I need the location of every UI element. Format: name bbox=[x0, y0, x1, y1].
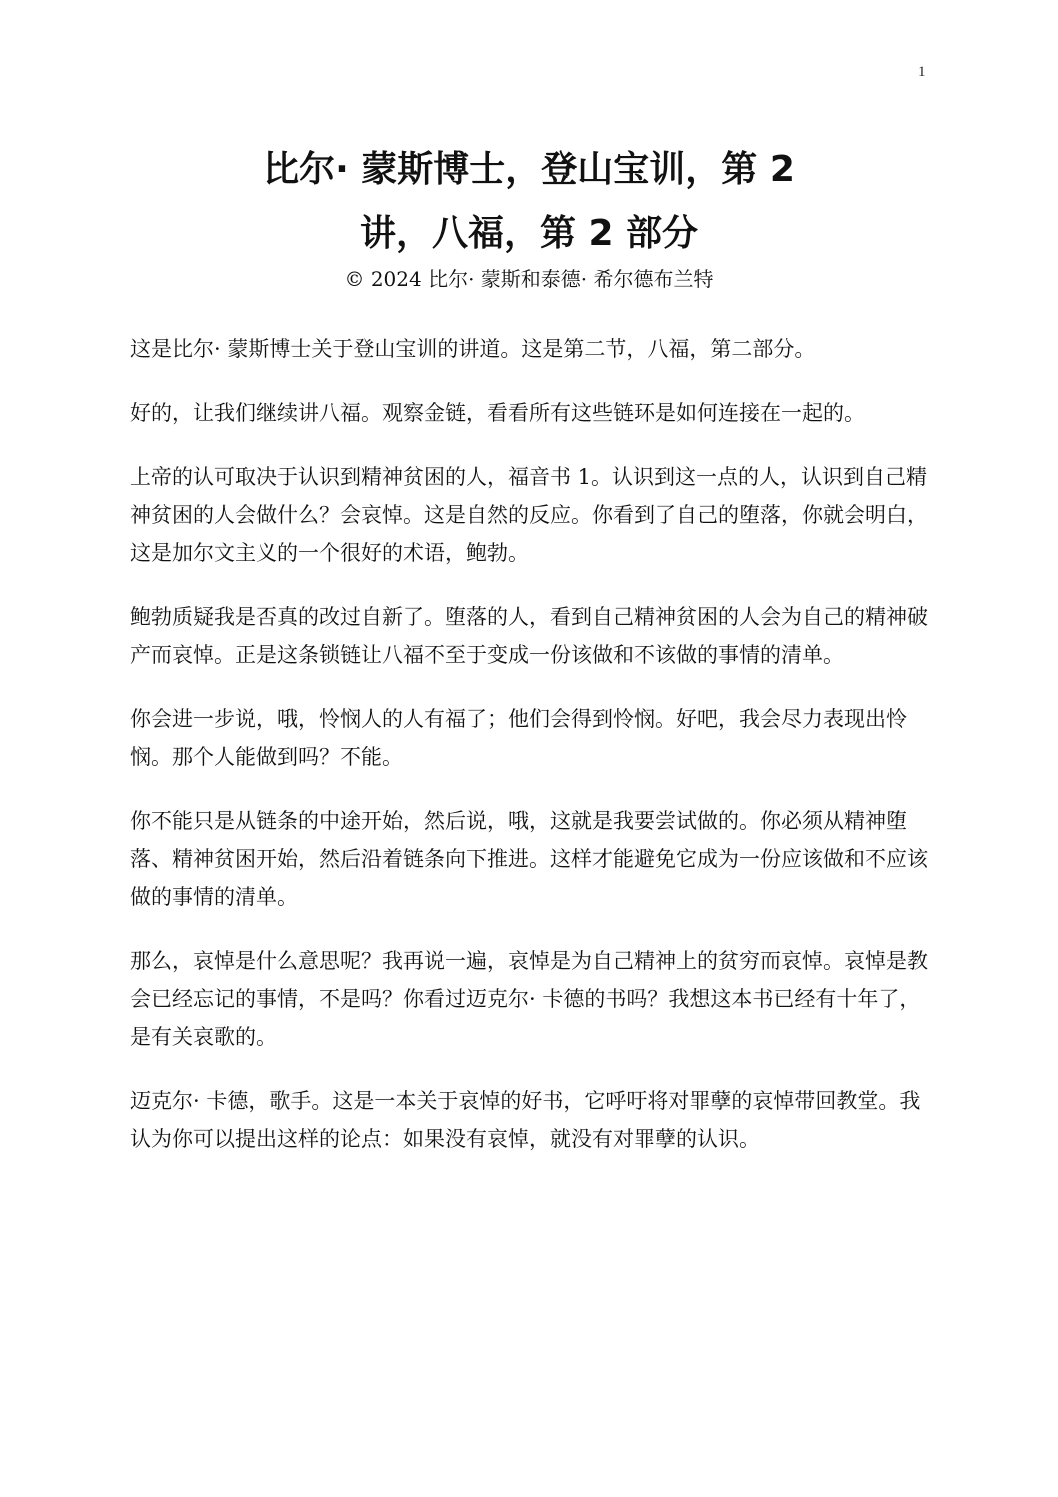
paragraph-3: 上帝的认可取决于认识到精神贫困的人，福音书 1。认识到这一点的人，认识到自己精神贫困的人会做什么？会哀悼。这是自然的反应。你看到了自己的堕落，你就会明白，这是加尔文主义的一个很好的术语，鲍勃。 bbox=[130, 465, 928, 565]
paragraph-5: 你会进一步说，哦，怜悯人的人有福了；他们会得到怜悯。好吧，我会尽力表现出怜悯。那个人能做到吗？不能。 bbox=[130, 707, 907, 769]
paragraph-4: 鲍勃质疑我是否真的改过自新了。堕落的人，看到自己精神贫困的人会为自己的精神破产而哀悼。正是这条锁链让八福不至于变成一份该做和不该做的事情的清单。 bbox=[130, 605, 928, 667]
paragraph-6: 你不能只是从链条的中途开始，然后说，哦，这就是我要尝试做的。你必须从精神堕落、精神贫困开始，然后沿着链条向下推进。这样才能避免它成为一份应该做和不应该做的事情的清单。 bbox=[130, 809, 928, 909]
title-line-1: 比尔· 蒙斯博士，登山宝训，第 2 bbox=[263, 149, 795, 190]
document-body bbox=[130, 330, 930, 1184]
paragraph-1: 这是比尔· 蒙斯博士关于登山宝训的讲道。这是第二节，八福，第二部分。 bbox=[130, 337, 816, 361]
title-line-2: 讲，八福，第 2 部分 bbox=[359, 213, 699, 254]
page-number: 1 bbox=[918, 64, 926, 80]
paragraph-8: 迈克尔· 卡德，歌手。这是一本关于哀悼的好书，它呼吁将对罪孽的哀悼带回教堂。我认为你可以提出这样的论点：如果没有哀悼，就没有对罪孽的认识。 bbox=[130, 1089, 921, 1151]
page-title bbox=[130, 138, 928, 266]
copyright-notice: © 2024 比尔· 蒙斯和泰德· 希尔德布兰特 bbox=[344, 267, 714, 291]
paragraph-2: 好的，让我们继续讲八福。观察金链，看看所有这些链环是如何连接在一起的。 bbox=[130, 401, 865, 425]
paragraph-7: 那么，哀悼是什么意思呢？我再说一遍，哀悼是为自己精神上的贫穷而哀悼。哀悼是教会已经忘记的事情，不是吗？你看过迈克尔· 卡德的书吗？我想这本书已经有十年了，是有关哀歌的。 bbox=[130, 949, 928, 1049]
